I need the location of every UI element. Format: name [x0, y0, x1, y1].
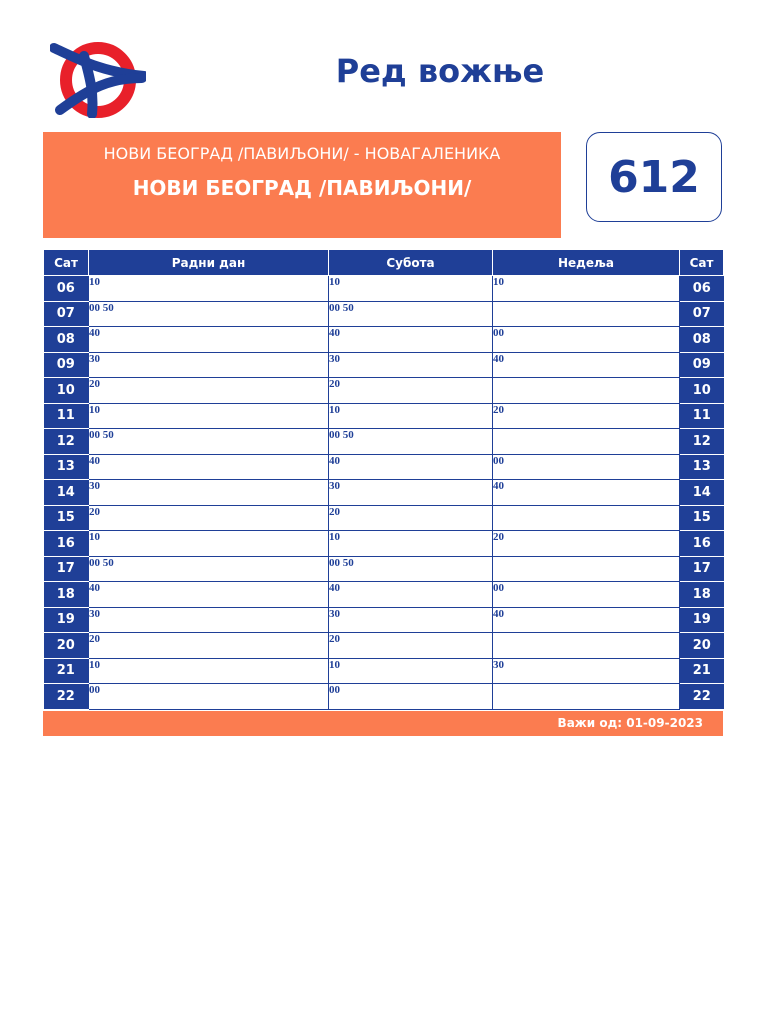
saturday-minutes: 10 — [329, 658, 493, 684]
hour-cell-right: 15 — [680, 505, 724, 531]
sunday-minutes — [493, 378, 680, 404]
hour-cell-left: 15 — [44, 505, 89, 531]
saturday-minutes: 30 — [329, 480, 493, 506]
sunday-minutes — [493, 429, 680, 455]
table-row — [44, 454, 724, 480]
weekday-minutes: 00 50 — [89, 429, 329, 455]
route-station-name: НОВИ БЕОГРАД /ПАВИЉОНИ/ — [132, 176, 472, 200]
hour-cell-right: 07 — [680, 301, 724, 327]
timetable-header-row — [44, 250, 724, 276]
table-row — [44, 429, 724, 455]
hour-cell-left: 18 — [44, 582, 89, 608]
table-row — [44, 403, 724, 429]
sunday-minutes: 00 — [493, 454, 680, 480]
table-row — [44, 327, 724, 353]
weekday-minutes: 00 50 — [89, 556, 329, 582]
hour-cell-right: 13 — [680, 454, 724, 480]
header-weekday: Радни дан — [89, 250, 329, 276]
sunday-minutes: 30 — [493, 658, 680, 684]
saturday-minutes: 10 — [329, 531, 493, 557]
hour-cell-right: 19 — [680, 607, 724, 633]
header-sunday: Недеља — [493, 250, 680, 276]
hour-cell-right: 14 — [680, 480, 724, 506]
hour-cell-left: 14 — [44, 480, 89, 506]
hour-cell-left: 09 — [44, 352, 89, 378]
sunday-minutes — [493, 505, 680, 531]
table-row — [44, 276, 724, 302]
valid-from-text: Важи од: 01-09-2023 — [557, 716, 703, 730]
line-number-badge: 612 — [586, 132, 722, 222]
weekday-minutes: 30 — [89, 480, 329, 506]
table-row — [44, 301, 724, 327]
saturday-minutes: 10 — [329, 403, 493, 429]
hour-cell-left: 17 — [44, 556, 89, 582]
weekday-minutes: 00 — [89, 684, 329, 710]
saturday-minutes: 20 — [329, 378, 493, 404]
saturday-minutes: 40 — [329, 327, 493, 353]
hour-cell-left: 10 — [44, 378, 89, 404]
hour-cell-left: 21 — [44, 658, 89, 684]
hour-cell-right: 06 — [680, 276, 724, 302]
sunday-minutes: 20 — [493, 531, 680, 557]
saturday-minutes: 00 — [329, 684, 493, 710]
weekday-minutes: 40 — [89, 582, 329, 608]
saturday-minutes: 30 — [329, 607, 493, 633]
weekday-minutes: 30 — [89, 352, 329, 378]
sunday-minutes — [493, 556, 680, 582]
weekday-minutes: 40 — [89, 327, 329, 353]
page-title: Ред вожње — [335, 52, 545, 90]
table-row — [44, 684, 724, 710]
sunday-minutes: 40 — [493, 352, 680, 378]
weekday-minutes: 10 — [89, 403, 329, 429]
weekday-minutes: 30 — [89, 607, 329, 633]
table-row — [44, 378, 724, 404]
weekday-minutes: 00 50 — [89, 301, 329, 327]
timetable — [43, 249, 724, 710]
sunday-minutes: 00 — [493, 327, 680, 353]
table-row — [44, 505, 724, 531]
hour-cell-right: 17 — [680, 556, 724, 582]
hour-cell-left: 08 — [44, 327, 89, 353]
sunday-minutes: 00 — [493, 582, 680, 608]
hour-cell-left: 06 — [44, 276, 89, 302]
hour-cell-left: 19 — [44, 607, 89, 633]
weekday-minutes: 10 — [89, 531, 329, 557]
hour-cell-left: 13 — [44, 454, 89, 480]
sunday-minutes — [493, 301, 680, 327]
hour-cell-right: 21 — [680, 658, 724, 684]
table-row — [44, 352, 724, 378]
hour-cell-right: 18 — [680, 582, 724, 608]
saturday-minutes: 00 50 — [329, 429, 493, 455]
saturday-minutes: 20 — [329, 633, 493, 659]
hour-cell-right: 09 — [680, 352, 724, 378]
saturday-minutes: 00 50 — [329, 556, 493, 582]
route-banner — [43, 132, 561, 238]
hour-cell-left: 12 — [44, 429, 89, 455]
weekday-minutes: 40 — [89, 454, 329, 480]
route-line-name: НОВИ БЕОГРАД /ПАВИЉОНИ/ - НОВАГАЛЕНИКА — [103, 144, 501, 163]
hour-cell-right: 20 — [680, 633, 724, 659]
weekday-minutes: 20 — [89, 505, 329, 531]
hour-cell-left: 20 — [44, 633, 89, 659]
weekday-minutes: 10 — [89, 658, 329, 684]
sunday-minutes — [493, 633, 680, 659]
hour-cell-right: 12 — [680, 429, 724, 455]
table-row — [44, 556, 724, 582]
saturday-minutes: 40 — [329, 454, 493, 480]
sunday-minutes — [493, 684, 680, 710]
hour-cell-left: 07 — [44, 301, 89, 327]
sunday-minutes: 40 — [493, 607, 680, 633]
gsp-logo-icon — [50, 38, 146, 118]
hour-cell-right: 22 — [680, 684, 724, 710]
hour-cell-left: 22 — [44, 684, 89, 710]
table-row — [44, 582, 724, 608]
saturday-minutes: 10 — [329, 276, 493, 302]
saturday-minutes: 20 — [329, 505, 493, 531]
table-row — [44, 658, 724, 684]
validity-footer — [43, 711, 723, 736]
weekday-minutes: 10 — [89, 276, 329, 302]
table-row — [44, 480, 724, 506]
saturday-minutes: 40 — [329, 582, 493, 608]
header-hour-right: Сат — [680, 250, 724, 276]
hour-cell-left: 11 — [44, 403, 89, 429]
weekday-minutes: 20 — [89, 633, 329, 659]
hour-cell-left: 16 — [44, 531, 89, 557]
saturday-minutes: 30 — [329, 352, 493, 378]
hour-cell-right: 08 — [680, 327, 724, 353]
hour-cell-right: 10 — [680, 378, 724, 404]
sunday-minutes: 40 — [493, 480, 680, 506]
saturday-minutes: 00 50 — [329, 301, 493, 327]
hour-cell-right: 11 — [680, 403, 724, 429]
weekday-minutes: 20 — [89, 378, 329, 404]
table-row — [44, 633, 724, 659]
sunday-minutes: 10 — [493, 276, 680, 302]
header-saturday: Субота — [329, 250, 493, 276]
hour-cell-right: 16 — [680, 531, 724, 557]
sunday-minutes: 20 — [493, 403, 680, 429]
table-row — [44, 607, 724, 633]
header-hour-left: Сат — [44, 250, 89, 276]
table-row — [44, 531, 724, 557]
